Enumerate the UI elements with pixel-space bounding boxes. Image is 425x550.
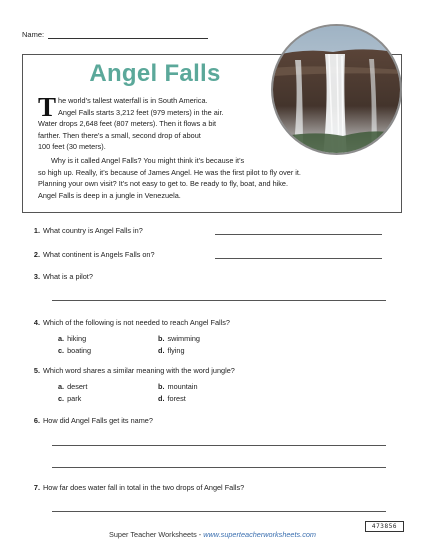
answer-line-6a[interactable] [52,445,386,446]
question-text: Which of the following is not needed to reach Angel Falls? [43,318,230,327]
footer-brand: Super Teacher Worksheets - [109,530,204,539]
option-letter: b. [158,334,165,343]
option-text: flying [167,346,185,355]
question-6 [30,416,153,425]
waterfall-photo [271,24,402,155]
question-number: 4. [33,318,40,327]
name-line[interactable] [48,30,208,39]
question-text: What country is Angel Falls in? [43,226,143,235]
option-5d[interactable] [158,394,186,403]
question-text: How far does water fall in total in the two drops of Angel Falls? [43,483,245,492]
option-4b[interactable] [158,334,200,343]
story-paragraph-2 [38,155,388,201]
question-text: Which word shares a similar meaning with the word jungle? [43,366,235,375]
story-line: farther. Then there’s a small, second drop of about [38,130,201,140]
option-letter: a. [58,334,65,343]
story-line: Water drops 2,648 feet (807 meters). Then it flows a bit [38,119,217,129]
footer [0,530,425,539]
option-text: forest [167,394,186,403]
option-text: mountain [167,382,198,391]
question-5 [30,366,235,375]
answer-line-7[interactable] [52,511,386,512]
option-letter: d. [158,394,165,403]
option-letter: c. [58,394,65,403]
question-text: What is a pilot? [43,272,93,281]
story-line: Why is it called Angel Falls? You might think it’s because it’s [51,156,245,165]
option-text: boating [67,346,92,355]
drop-cap: T [38,92,57,122]
option-text: park [67,394,82,403]
question-2 [30,250,155,259]
waterfall-image [273,26,402,155]
question-number: 3. [33,272,40,281]
answer-line-2[interactable] [215,258,382,259]
option-text: swimming [167,334,200,343]
option-4a[interactable] [58,334,86,343]
worksheet-code: 473856 [365,521,404,532]
story-line: Angel Falls is deep in a jungle in Venezuela. [38,190,181,200]
option-4d[interactable] [158,346,185,355]
question-number: 5. [33,366,40,375]
question-1 [30,226,143,235]
option-text: desert [67,382,88,391]
answer-line-6b[interactable] [52,467,386,468]
story-line: he world’s tallest waterfall is in South America. [58,96,208,105]
option-5c[interactable] [58,394,81,403]
answer-line-3[interactable] [52,300,386,301]
story-title: Angel Falls [89,60,221,87]
option-letter: d. [158,346,165,355]
option-letter: c. [58,346,65,355]
question-number: 6. [33,416,40,425]
question-number: 2. [33,250,40,259]
story-line: so high up. Really, it’s because of James Angel. He was the first pilot to fly over it. [38,167,301,177]
option-text: hiking [67,334,87,343]
option-letter: b. [158,382,165,391]
option-4c[interactable] [58,346,91,355]
question-7 [30,483,244,492]
option-letter: a. [58,382,65,391]
story-paragraph-1 [38,92,278,153]
question-4 [30,318,230,327]
name-label: Name: [22,30,45,39]
answer-line-1[interactable] [215,234,382,235]
question-number: 7. [33,483,40,492]
option-5b[interactable] [158,382,198,391]
question-text: How did Angel Falls get its name? [43,416,153,425]
story-line: Planning your own visit? It’s not easy to get to. Be ready to fly, boat, and hike. [38,179,288,189]
footer-url-link[interactable]: www.superteacherworksheets.com [203,530,316,539]
option-5a[interactable] [58,382,87,391]
story-line: 100 feet (30 meters). [38,142,106,152]
question-number: 1. [33,226,40,235]
question-text: What continent is Angels Falls on? [43,250,155,259]
story-line: Angel Falls starts 3,212 feet (979 meters) in the air. [58,107,224,117]
question-3 [30,272,93,281]
name-field[interactable] [22,30,208,39]
